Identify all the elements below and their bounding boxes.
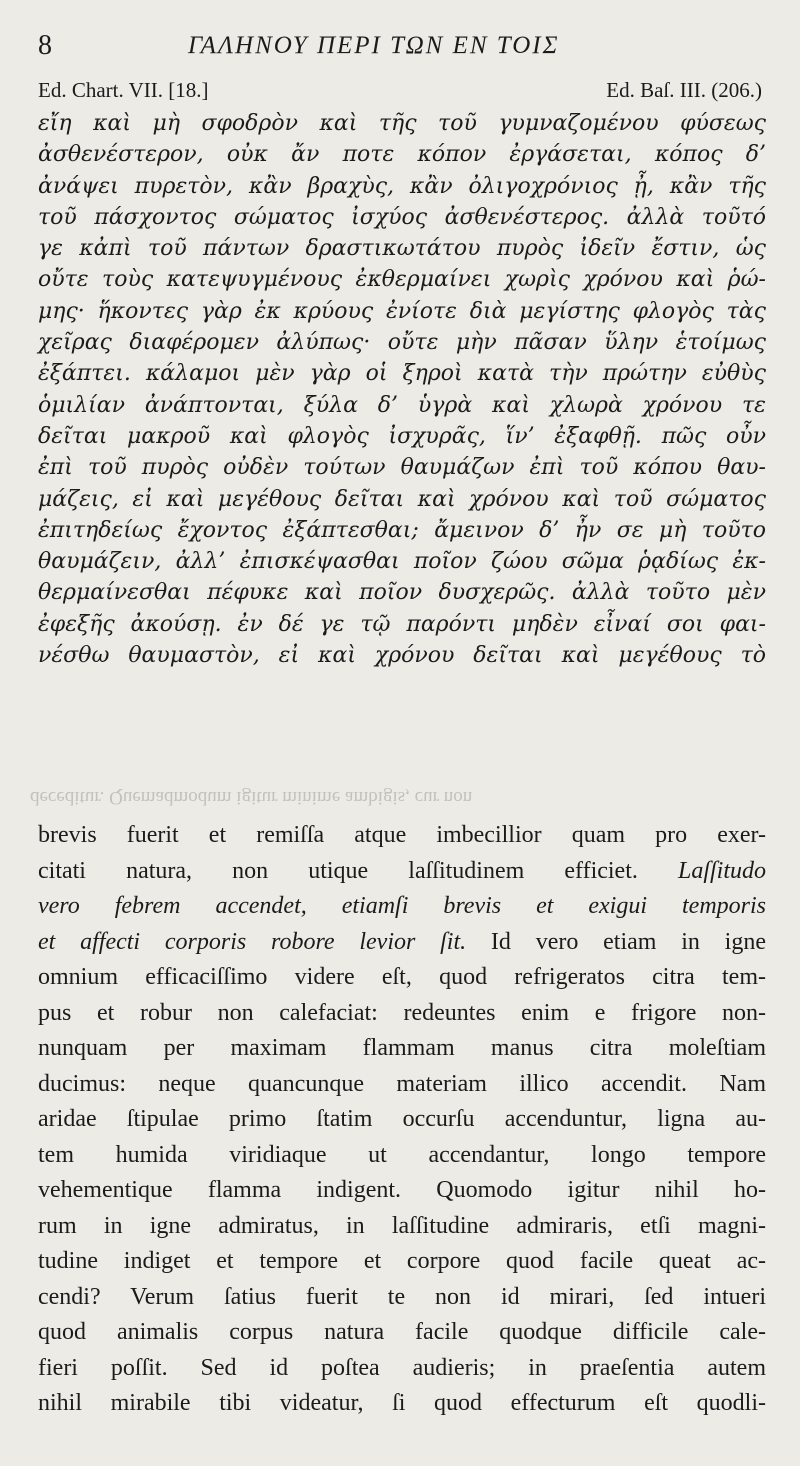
latin-text-line [38, 1244, 766, 1280]
text-segment: aridae ſtipulae primo ſtatim occurſu accenduntur, ligna au- [38, 1106, 766, 1132]
text-segment: fieri poſſit. Sed id poſtea audieris; in praeſentia autem [38, 1354, 766, 1381]
latin-text-line [38, 889, 766, 925]
text-segment: nunquam per maximam flammam manus citra moleſtiam [38, 1035, 766, 1061]
greek-text-line: τοῦ πάσχοντος σώματος ἰσχύος ἀσθενέστερος. ἀλλὰ τοῦτό [38, 204, 766, 230]
latin-text-line [38, 1067, 766, 1103]
greek-text-line: μάζεις, εἰ καὶ μεγέθους δεῖται καὶ χρόνου καὶ τοῦ σώματος [38, 486, 766, 512]
latin-text-line [38, 854, 766, 890]
text-segment: nihil mirabile tibi videatur, ſi quod effecturum eſt quodli- [38, 1390, 766, 1416]
greek-text-line: θερμαίνεσθαι πέφυκε καὶ ποῖον δυσχερῶς. ἀλλὰ τοῦτο μὲν [38, 580, 766, 606]
latin-text-line [38, 1173, 766, 1209]
page-number: 8 [38, 30, 52, 61]
greek-text-line: νέσθω θαυμαστὸν, εἰ καὶ χρόνου δεῖται καὶ μεγέθους τὸ [38, 643, 766, 669]
text-segment: rum in igne admiratus, in laſſitudine admiraris, etſi magni- [38, 1212, 766, 1239]
greek-text-line: μης· ἥκοντες γὰρ ἐκ κρύους ἐνίοτε διὰ μεγίστης φλογὸς τὰς [38, 298, 766, 324]
greek-text-line: δεῖται μακροῦ καὶ φλογὸς ἰσχυρᾶς, ἵν’ ἐξαφθῇ. πῶς οὖν [38, 423, 766, 449]
latin-text-line [38, 818, 766, 854]
latin-text-line [38, 1280, 766, 1316]
latin-text-line [38, 925, 766, 961]
text-segment: quod animalis corpus natura facile quodque difficile cale- [38, 1319, 766, 1345]
greek-text-line: οὔτε τοὺς κατεψυγμένους ἐκθερμαίνει χωρὶς χρόνου καὶ ῥώ- [38, 267, 766, 293]
latin-text-line [38, 996, 766, 1032]
bleed-through-text: deceditur. Quemadmodum igitur minime ambigis, cur non [30, 787, 473, 808]
greek-text-line: χεῖρας διαφέρομεν ἀλύπως· οὔτε μὴν πᾶσαν ὕλην ἑτοίμως [38, 330, 766, 356]
latin-text-line [38, 1138, 766, 1174]
italic-text-segment: vero febrem accendet, etiamſi brevis et exigui temporis [38, 893, 766, 919]
latin-text-line [38, 1031, 766, 1067]
text-segment: omnium efficaciſſimo videre eſt, quod refrigeratos citra tem- [38, 964, 766, 990]
text-segment: Id vero etiam in igne [466, 928, 767, 955]
greek-text-line: ἀσθενέστερον, οὐκ ἄν ποτε κόπον ἐργάσεται, κόπος δ’ [38, 142, 766, 168]
greek-text-line: ἐπὶ τοῦ πυρὸς οὐδὲν τούτων θαυμάζων ἐπὶ τοῦ κόπου θαυ- [38, 455, 766, 481]
italic-text-segment: et affecti corporis robore levior ſit. [38, 928, 467, 955]
latin-text-line [38, 1386, 766, 1422]
latin-text-line [38, 960, 766, 996]
greek-text-line: ἐξάπτει. κάλαμοι μὲν γὰρ οἱ ξηροὶ κατὰ τὴν πρώτην εὐθὺς [38, 361, 766, 387]
latin-text-line [38, 1315, 766, 1351]
greek-text-line: ἐφεξῆς ἀκούσῃ. ἐν δέ γε τῷ παρόντι μηδὲν εἶναί σοι φαι- [38, 611, 766, 637]
greek-text-line: ἐπιτηδείως ἔχοντος ἐξάπτεσθαι; ἄμεινον δ’ ἦν σε μὴ τοῦτο [38, 517, 766, 543]
text-segment: brevis fuerit et remiſſa atque imbecillior quam pro exer- [38, 822, 766, 848]
text-segment: tem humida viridiaque ut accendantur, longo tempore [38, 1141, 766, 1168]
text-segment: citati natura, non utique laſſitudinem efficiet. [38, 857, 678, 884]
latin-text-line [38, 1209, 766, 1245]
text-segment: pus et robur non calefaciat: redeuntes enim e frigore non- [38, 999, 766, 1026]
edition-references [38, 78, 762, 108]
latin-translation-column [38, 818, 766, 1422]
greek-text-line: εἴη καὶ μὴ σφοδρὸν καὶ τῆς τοῦ γυμναζομένου φύσεως [38, 111, 766, 136]
greek-text-column [38, 108, 766, 671]
greek-text-line: ἀνάψει πυρετὸν, κἂν βραχὺς, κἂν ὀλιγοχρόνιος ᾖ, κἂν τῆς [38, 173, 766, 199]
edition-chart-reference: Ed. Chart. VII. [18.] [38, 78, 209, 102]
greek-text-line: γε κἀπὶ τοῦ πάντων δραστικωτάτου πυρὸς ἰδεῖν ἔστιν, ὡς [38, 236, 766, 262]
running-title: ΓΑΛΗΝΟΥ ΠΕΡΙ ΤΩΝ ΕΝ ΤΟΙΣ [188, 32, 560, 59]
latin-text-line [38, 1102, 766, 1138]
text-segment: ducimus: neque quancunque materiam illico accendit. Nam [38, 1070, 766, 1097]
text-segment: vehementique flamma indigent. Quomodo igitur nihil ho- [38, 1177, 766, 1203]
greek-text-line: ὁμιλίαν ἀνάπτονται, ξύλα δ’ ὑγρὰ καὶ χλωρὰ χρόνου τε [38, 392, 766, 418]
italic-text-segment: Laſſitudo [677, 857, 766, 884]
running-head [38, 30, 760, 66]
greek-text-line: θαυμάζειν, ἀλλ’ ἐπισκέψασθαι ποῖον ζώου σῶμα ῥᾳδίως ἐκ- [38, 549, 766, 575]
text-segment: tudine indiget et tempore et corpore quod facile queat ac- [38, 1248, 766, 1274]
latin-text-line [38, 1351, 766, 1387]
text-segment: cendi? Verum ſatius fuerit te non id mirari, ſed intueri [38, 1283, 766, 1310]
edition-basel-reference: Ed. Baſ. III. (206.) [606, 78, 762, 102]
